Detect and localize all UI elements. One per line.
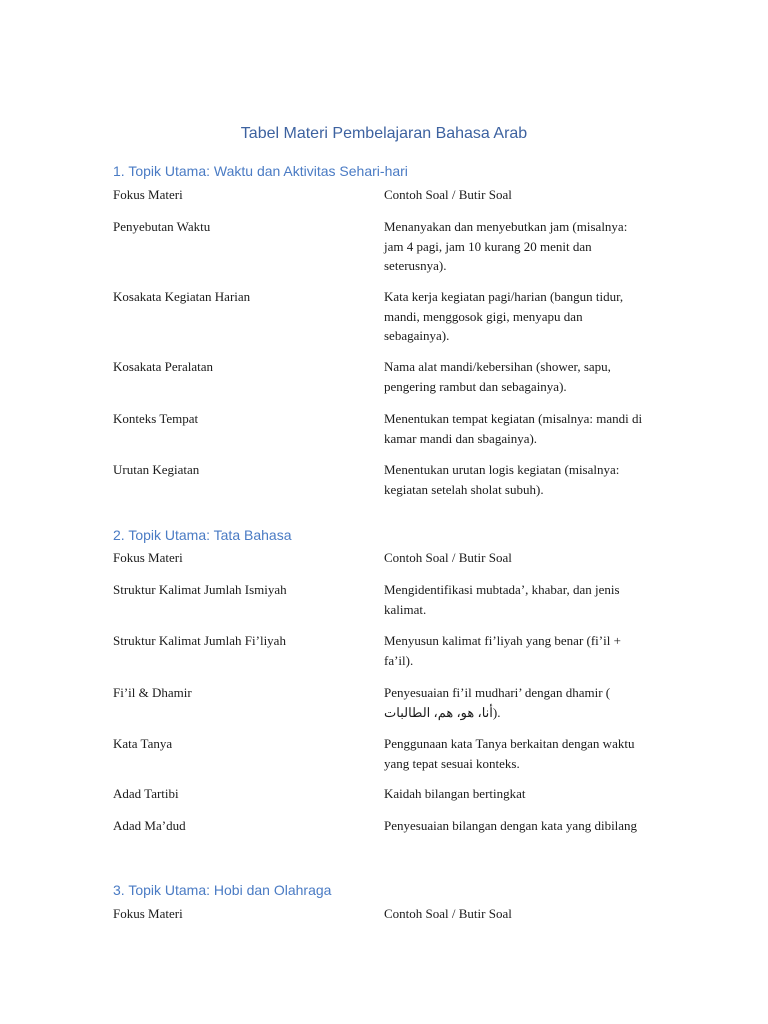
example-text-pre: Penyesuaian fi’il mudhari’ dengan dhamir ( [384, 685, 611, 700]
document-title: Tabel Materi Pembelajaran Bahasa Arab [240, 125, 528, 142]
focus-cell: Kata Tanya [113, 736, 173, 751]
focus-cell: Konteks Tempat [113, 411, 199, 426]
focus-cell: Struktur Kalimat Jumlah Fi’liyah [113, 633, 286, 648]
focus-cell: Kosakata Kegiatan Harian [113, 289, 251, 304]
column-header-example: Contoh Soal / Butir Soal [384, 550, 512, 565]
example-cell: Kaidah bilangan bertingkat [384, 786, 526, 801]
focus-cell: Urutan Kegiatan [113, 462, 200, 477]
example-cell: Menyusun kalimat fi’liyah yang benar (fi’il + fa’il). [384, 633, 621, 668]
focus-cell: Struktur Kalimat Jumlah Ismiyah [113, 582, 287, 597]
column-header-example: Contoh Soal / Butir Soal [384, 906, 512, 921]
example-cell: Kata kerja kegiatan pagi/harian (bangun tidur, mandi, menggosok gigi, menyapu dan sebagainya). [384, 289, 624, 343]
example-cell: Nama alat mandi/kebersihan (shower, sapu, pengering rambut dan sebagainya). [384, 359, 611, 394]
example-text-post: ). [492, 704, 501, 720]
section-heading-1: 1. Topik Utama: Waktu dan Aktivitas Sehari-hari [113, 163, 408, 179]
section-heading-2: 2. Topik Utama: Tata Bahasa [113, 527, 292, 543]
example-cell: Menentukan urutan logis kegiatan (misalnya: kegiatan setelah sholat subuh). [384, 462, 620, 497]
example-cell: Penggunaan kata Tanya berkaitan dengan waktu yang tepat sesuai konteks. [384, 736, 635, 771]
arabic-pronouns: أنا، هو، هم، الطالبات [384, 704, 493, 720]
example-cell: Penyesuaian bilangan dengan kata yang dibilang [384, 818, 638, 833]
column-header-example: Contoh Soal / Butir Soal [384, 187, 512, 202]
column-header-focus: Fokus Materi [113, 906, 183, 921]
column-header-focus: Fokus Materi [113, 550, 183, 565]
focus-cell: Adad Ma’dud [113, 818, 186, 833]
example-cell [384, 683, 649, 722]
example-cell: Menentukan tempat kegiatan (misalnya: mandi di kamar mandi dan sbagainya). [384, 411, 643, 446]
focus-cell: Fi’il & Dhamir [113, 685, 192, 700]
example-cell: Mengidentifikasi mubtada’, khabar, dan jenis kalimat. [384, 582, 620, 617]
focus-cell: Adad Tartibi [113, 786, 179, 801]
section-heading-3: 3. Topik Utama: Hobi dan Olahraga [113, 882, 332, 898]
example-cell: Menanyakan dan menyebutkan jam (misalnya: jam 4 pagi, jam 10 kurang 20 menit dan seterusnya). [384, 219, 628, 273]
focus-cell: Kosakata Peralatan [113, 359, 213, 374]
column-header-focus: Fokus Materi [113, 187, 183, 202]
focus-cell: Penyebutan Waktu [113, 219, 211, 234]
